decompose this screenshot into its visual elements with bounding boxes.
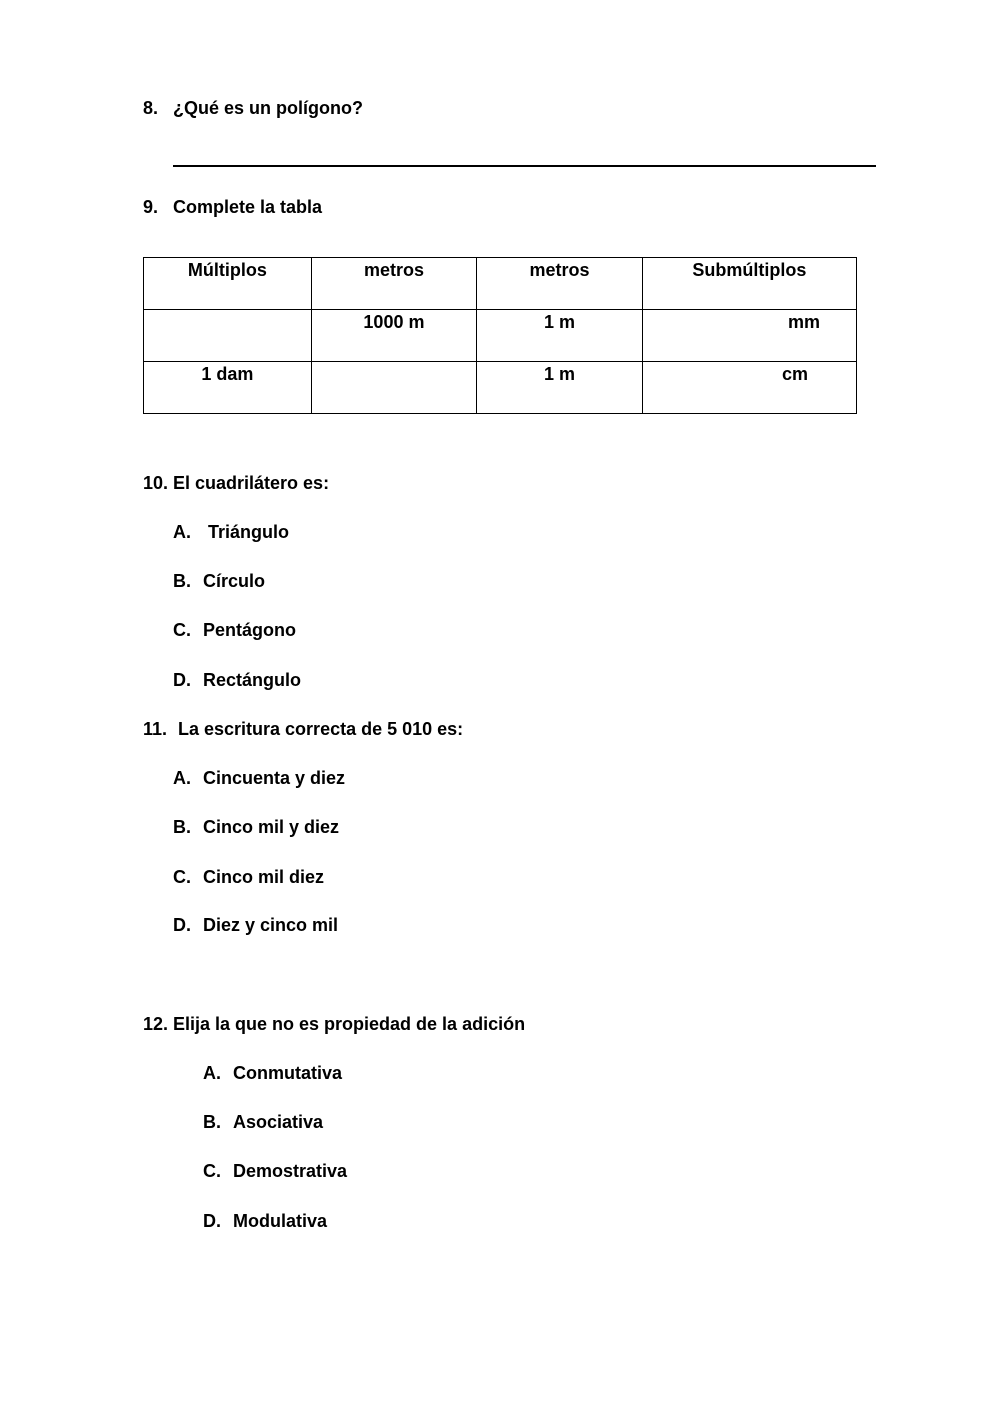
option-letter: A. bbox=[173, 768, 191, 788]
units-table bbox=[143, 257, 857, 414]
question-number: 8. bbox=[143, 98, 159, 118]
option-letter: C. bbox=[173, 867, 191, 887]
option-text: Círculo bbox=[203, 571, 266, 591]
option-letter: B. bbox=[203, 1112, 221, 1132]
option-c[interactable] bbox=[173, 620, 296, 641]
table-cell-blank[interactable] bbox=[311, 362, 477, 414]
table-cell: cm bbox=[642, 362, 856, 414]
table-row bbox=[144, 310, 857, 362]
question-number: 9. bbox=[143, 197, 159, 217]
option-text: Triángulo bbox=[203, 522, 290, 542]
table-cell: mm bbox=[642, 310, 856, 362]
option-text: Modulativa bbox=[233, 1211, 328, 1231]
option-letter: C. bbox=[173, 620, 191, 640]
table-header-row bbox=[144, 258, 857, 310]
option-letter: A. bbox=[173, 522, 191, 542]
question-number: 10. bbox=[143, 473, 169, 493]
option-a[interactable] bbox=[173, 768, 345, 789]
question-11 bbox=[143, 719, 463, 740]
option-text: Asociativa bbox=[233, 1112, 324, 1132]
option-letter: D. bbox=[173, 670, 191, 690]
question-text: Complete la tabla bbox=[173, 197, 323, 217]
question-8 bbox=[143, 98, 363, 119]
table-row bbox=[144, 362, 857, 414]
option-text: Diez y cinco mil bbox=[203, 915, 339, 935]
table-cell-blank[interactable] bbox=[144, 310, 312, 362]
option-b[interactable] bbox=[173, 817, 339, 838]
option-letter: B. bbox=[173, 571, 191, 591]
answer-blank-line[interactable] bbox=[173, 165, 876, 167]
table-header-cell: metros bbox=[477, 258, 643, 310]
option-a[interactable] bbox=[173, 522, 289, 543]
question-number: 12. bbox=[143, 1014, 169, 1034]
option-text: Pentágono bbox=[203, 620, 296, 640]
option-letter: A. bbox=[203, 1063, 221, 1083]
table-header-cell: Submúltiplos bbox=[642, 258, 856, 310]
table-header-cell: metros bbox=[311, 258, 477, 310]
table-header-cell: Múltiplos bbox=[144, 258, 312, 310]
option-letter: C. bbox=[203, 1161, 221, 1181]
option-c[interactable] bbox=[173, 867, 324, 888]
option-c[interactable] bbox=[203, 1161, 347, 1182]
option-text: Rectángulo bbox=[203, 670, 302, 690]
option-text: Cinco mil y diez bbox=[203, 817, 340, 837]
table-cell: 1 m bbox=[477, 310, 643, 362]
option-letter: D. bbox=[173, 915, 191, 935]
option-a[interactable] bbox=[203, 1063, 342, 1084]
table-cell: 1000 m bbox=[311, 310, 477, 362]
question-number: 11. bbox=[143, 719, 168, 739]
table-cell: 1 dam bbox=[144, 362, 312, 414]
question-text: El cuadrilátero es: bbox=[173, 473, 330, 493]
option-letter: B. bbox=[173, 817, 191, 837]
question-text: Elija la que no es propiedad de la adición bbox=[173, 1014, 526, 1034]
option-d[interactable] bbox=[203, 1211, 327, 1232]
table-cell: 1 m bbox=[477, 362, 643, 414]
option-text: Cincuenta y diez bbox=[203, 768, 346, 788]
question-text: ¿Qué es un polígono? bbox=[173, 98, 363, 118]
question-12 bbox=[143, 1014, 525, 1035]
option-b[interactable] bbox=[173, 571, 265, 592]
option-letter: D. bbox=[203, 1211, 221, 1231]
question-10 bbox=[143, 473, 329, 494]
question-text: La escritura correcta de 5 010 es: bbox=[178, 719, 464, 739]
option-d[interactable] bbox=[173, 915, 338, 936]
option-text: Demostrativa bbox=[233, 1161, 348, 1181]
option-text: Cinco mil diez bbox=[203, 867, 325, 887]
option-text: Conmutativa bbox=[233, 1063, 343, 1083]
option-b[interactable] bbox=[203, 1112, 323, 1133]
option-d[interactable] bbox=[173, 670, 301, 691]
question-9 bbox=[143, 197, 322, 218]
